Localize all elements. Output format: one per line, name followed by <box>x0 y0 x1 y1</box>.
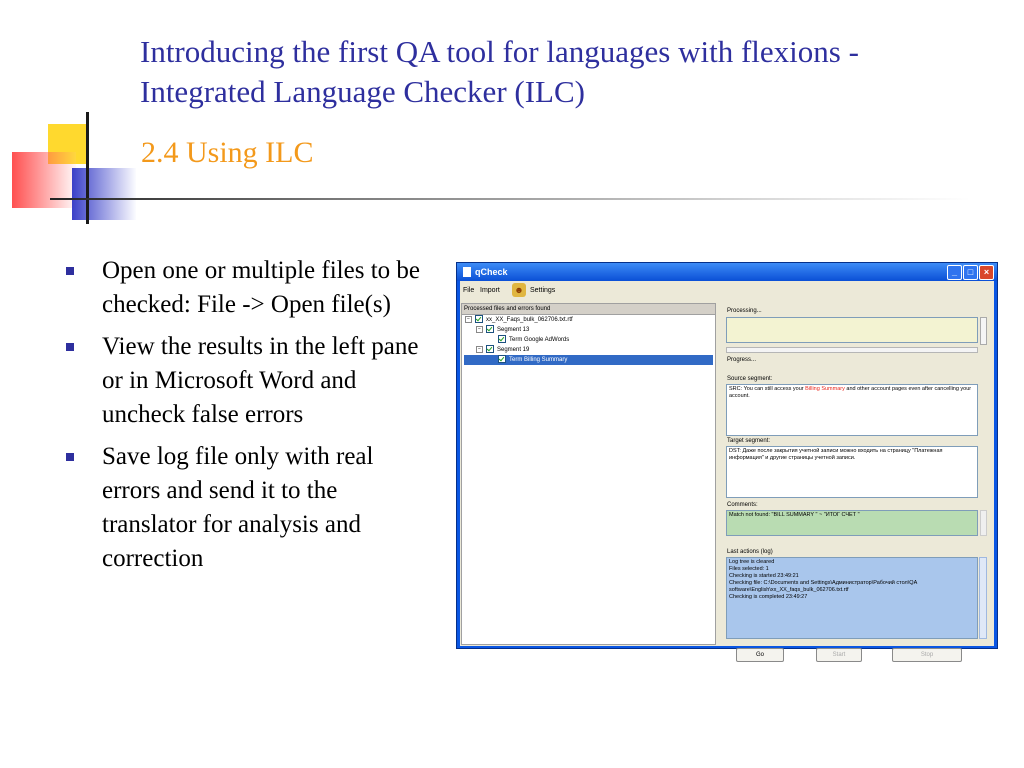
progress-bar <box>726 347 978 353</box>
processing-label: Processing... <box>727 308 762 314</box>
checkbox-icon[interactable] <box>486 325 494 333</box>
log-scrollbar[interactable] <box>979 557 987 639</box>
title-divider <box>50 198 970 200</box>
source-segment-field[interactable]: SRC: You can still access your Billing Summary and other account pages even after cancelling your account. <box>726 384 978 436</box>
tree-node-term-selected[interactable]: Term Billing Summary <box>464 355 713 365</box>
tree-header: Processed files and errors found <box>462 304 715 315</box>
collapse-icon[interactable]: − <box>476 346 483 353</box>
tree-node-segment[interactable]: − Segment 13 <box>476 325 529 335</box>
minimize-icon[interactable]: _ <box>947 265 962 280</box>
bullet-item <box>60 254 430 322</box>
qcheck-window <box>456 262 998 658</box>
window-client-area <box>460 281 994 658</box>
menu-file[interactable]: File <box>463 287 475 294</box>
log-line: Files selected: 1 <box>729 566 769 572</box>
bullet-marker-icon <box>66 453 74 461</box>
collapse-icon[interactable]: − <box>465 316 472 323</box>
decor-vertical-line <box>86 112 89 224</box>
bullet-item <box>60 330 430 432</box>
comments-label: Comments: <box>727 502 758 508</box>
details-pane <box>722 303 994 658</box>
menu-toolbar <box>460 281 994 301</box>
processing-field <box>726 317 978 343</box>
source-label: Source segment: <box>727 376 773 382</box>
log-label: Last actions (log) <box>727 549 773 555</box>
start-button[interactable]: Start <box>816 648 862 662</box>
settings-button[interactable]: Settings <box>530 287 556 294</box>
comments-field[interactable]: Match not found: "BILL SUMMARY " ~ "ИТОГ СЧЕТ " <box>726 510 978 536</box>
menu-import[interactable]: Import <box>480 287 500 294</box>
bullet-list <box>60 254 430 584</box>
target-label: Target segment: <box>727 438 771 444</box>
collapse-icon[interactable]: − <box>476 326 483 333</box>
log-line: Checking is completed 23:49:27 <box>729 594 808 600</box>
bullet-text: Save log file only with real errors and send it to the translator for analysis and correction <box>102 443 374 572</box>
app-document-icon <box>463 267 471 277</box>
slide-title: Introducing the first QA tool for languages with flexions - Integrated Language Checker (ILC) <box>140 34 859 109</box>
log-line: Checking is started 23:49:21 <box>729 573 799 579</box>
close-icon[interactable]: × <box>979 265 994 280</box>
checkbox-icon[interactable] <box>498 355 506 363</box>
target-segment-field[interactable]: DST: Даже после закрытия учетной записи можно входить на страницу "Платежная информация" и другие страницы учетной записи. <box>726 446 978 498</box>
tree-node-term[interactable]: Term Google AdWords <box>498 335 569 345</box>
log-line: Checking file: C:\Documents and Settings\Администратор\Рабочий стол\QA software\English\xx_XX_faqs_bulk_062706.txt.rtf <box>729 580 917 593</box>
bullet-text: View the results in the left pane or in Microsoft Word and uncheck false errors <box>102 333 419 428</box>
bullet-marker-icon <box>66 267 74 275</box>
log-field[interactable] <box>726 557 978 639</box>
tree-node-file[interactable]: − xx_XX_Faqs_bulk_062706.txt.rtf <box>465 315 573 325</box>
checkbox-icon[interactable] <box>498 335 506 343</box>
comments-scrollbar[interactable] <box>980 510 987 536</box>
processing-scrollbar[interactable] <box>980 317 987 345</box>
checkbox-icon[interactable] <box>475 315 483 323</box>
settings-icon[interactable]: ☻ <box>512 283 526 297</box>
window-title: qCheck <box>475 267 508 277</box>
window-titlebar[interactable] <box>457 263 997 281</box>
bullet-text: Open one or multiple files to be checked: File -> Open file(s) <box>102 257 420 318</box>
stop-button[interactable]: Stop <box>892 648 962 662</box>
go-button[interactable]: Go <box>736 648 784 662</box>
bullet-marker-icon <box>66 343 74 351</box>
progress-label: Progress... <box>727 357 757 363</box>
results-tree-pane[interactable] <box>461 303 716 645</box>
bullet-item <box>60 440 430 576</box>
tree-node-segment[interactable]: − Segment 19 <box>476 345 529 355</box>
source-highlight: Billing Summary <box>805 386 845 392</box>
slide-subtitle: 2.4 Using ILC <box>141 136 314 169</box>
maximize-icon[interactable]: □ <box>963 265 978 280</box>
log-line: Log tree is cleared <box>729 559 775 565</box>
decor-blue-gradient <box>72 168 136 220</box>
checkbox-icon[interactable] <box>486 345 494 353</box>
